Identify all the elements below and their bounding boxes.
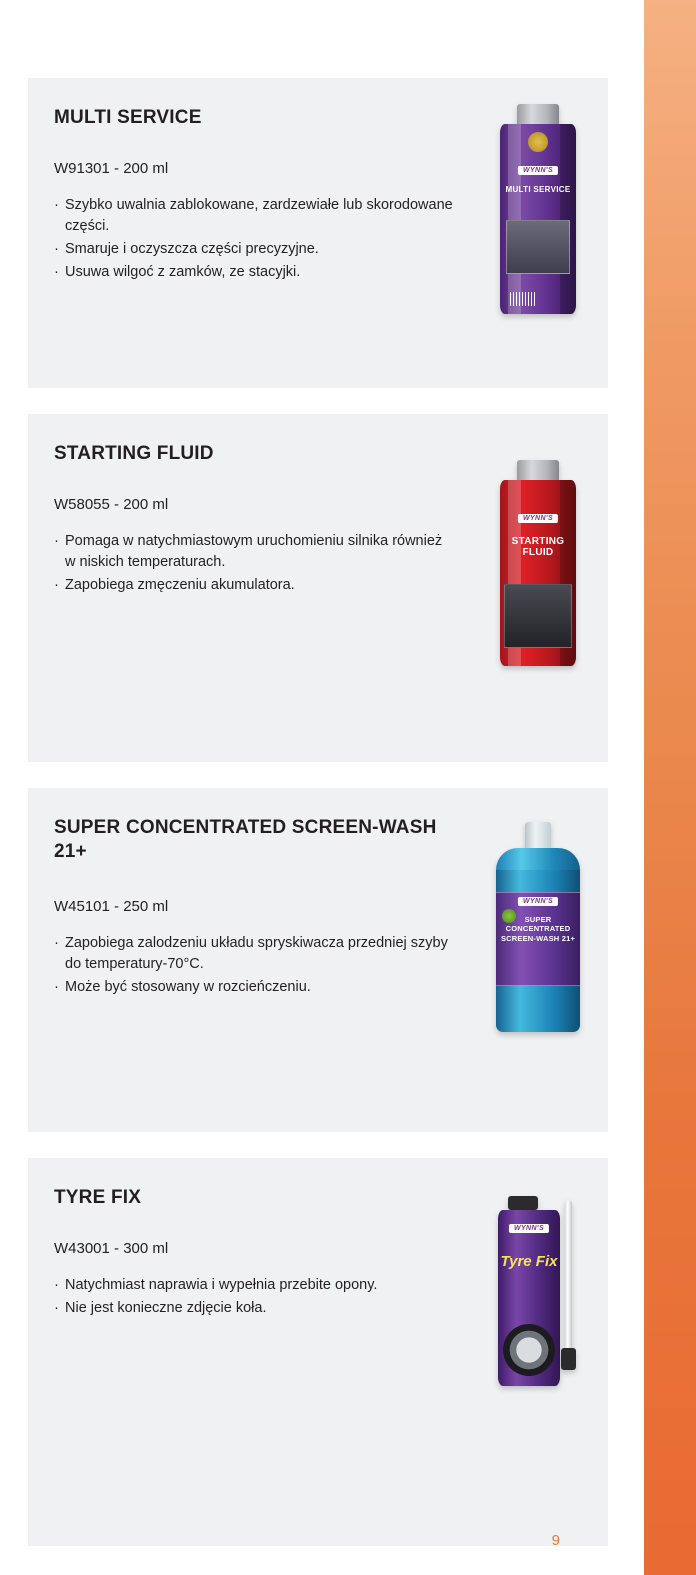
feature-item: · Smaruje i oczyszcza części precyzyjne.: [54, 239, 454, 260]
eco-badge-icon: [502, 909, 516, 923]
tyre-fix-can-icon: [498, 1196, 578, 1386]
product-code: W58055 - 200 ml: [54, 495, 169, 513]
product-image: [490, 1196, 586, 1386]
bottle-body: [496, 870, 580, 1032]
product-code: W43001 - 300 ml: [54, 1239, 169, 1257]
can-cap: [517, 104, 559, 124]
feature-item: · Zapobiega zmęczeniu akumulatora.: [54, 575, 454, 596]
can-photo-panel: [506, 220, 570, 274]
brand-tag: WYNN'S: [509, 1224, 549, 1233]
hose-icon: [565, 1200, 572, 1350]
can-body: [500, 480, 576, 666]
brand-tag: WYNN'S: [518, 166, 558, 175]
feature-item: · Może być stosowany w rozcieńczeniu.: [54, 977, 454, 998]
can-seal-icon: [528, 132, 548, 152]
multi-service-can-icon: [500, 104, 576, 314]
edge-gradient: [644, 0, 696, 1575]
product-features: [54, 933, 454, 998]
hose-nozzle-icon: [561, 1348, 576, 1370]
feature-item: · Nie jest konieczne zdjęcie koła.: [54, 1298, 454, 1319]
valve-icon: [508, 1196, 538, 1210]
brand-tag: WYNN'S: [518, 514, 558, 523]
product-image: [490, 460, 586, 666]
brand-tag: WYNN'S: [518, 897, 558, 906]
feature-item: · Pomaga w natychmiastowym uruchomieniu silnika również w niskich temperaturach.: [54, 531, 454, 573]
can-label-text: MULTI SERVICE: [505, 185, 571, 194]
product-title: STARTING FLUID: [54, 443, 214, 464]
product-code: W91301 - 200 ml: [54, 159, 169, 177]
bottle-shoulder: [496, 848, 580, 870]
feature-item: · Zapobiega zalodzeniu układu spryskiwacza przedniej szyby do temperatury-70°C.: [54, 933, 454, 975]
product-title: SUPER CONCENTRATED SCREEN-WASH 21+: [54, 817, 437, 862]
starting-fluid-can-icon: [500, 460, 576, 666]
can-body: [500, 124, 576, 314]
product-title: MULTI SERVICE: [54, 107, 202, 128]
bottle-label-text: SUPER CONCENTRATED SCREEN-WASH 21+: [500, 915, 576, 943]
page-edge-decoration: [638, 0, 696, 1575]
screen-wash-bottle-icon: [496, 822, 580, 1032]
product-card-starting-fluid: [28, 414, 608, 762]
page-number: 9: [551, 1532, 560, 1549]
product-features: [54, 531, 454, 596]
bottle-cap: [525, 822, 551, 848]
feature-item: · Usuwa wilgoć z zamków, ze stacyjki.: [54, 262, 454, 283]
product-features: [54, 1275, 454, 1319]
can-shadow: [560, 124, 576, 314]
can-label-text: Tyre Fix: [500, 1253, 558, 1270]
edge-gap: [638, 0, 644, 1575]
can-label-text: STARTING FLUID: [511, 536, 565, 558]
can-highlight: [508, 124, 521, 314]
product-image: [490, 104, 586, 314]
product-card-list: [28, 78, 608, 1572]
product-card-screen-wash: [28, 788, 608, 1132]
product-card-multi-service: [28, 78, 608, 388]
product-code: W45101 - 250 ml: [54, 897, 169, 915]
can-body: [498, 1210, 560, 1386]
wheel-graphic: [503, 1324, 555, 1376]
product-card-tyre-fix: [28, 1158, 608, 1546]
product-title: TYRE FIX: [54, 1187, 142, 1208]
product-image: [490, 822, 586, 1032]
feature-item: · Natychmiast naprawia i wypełnia przebite opony.: [54, 1275, 454, 1296]
feature-item: · Szybko uwalnia zablokowane, zardzewiałe lub skorodowane części.: [54, 195, 454, 237]
can-photo-panel: [504, 584, 572, 648]
product-features: [54, 195, 454, 283]
can-cap: [517, 460, 559, 480]
barcode-icon: [510, 292, 536, 306]
bottle-label: [496, 892, 580, 986]
